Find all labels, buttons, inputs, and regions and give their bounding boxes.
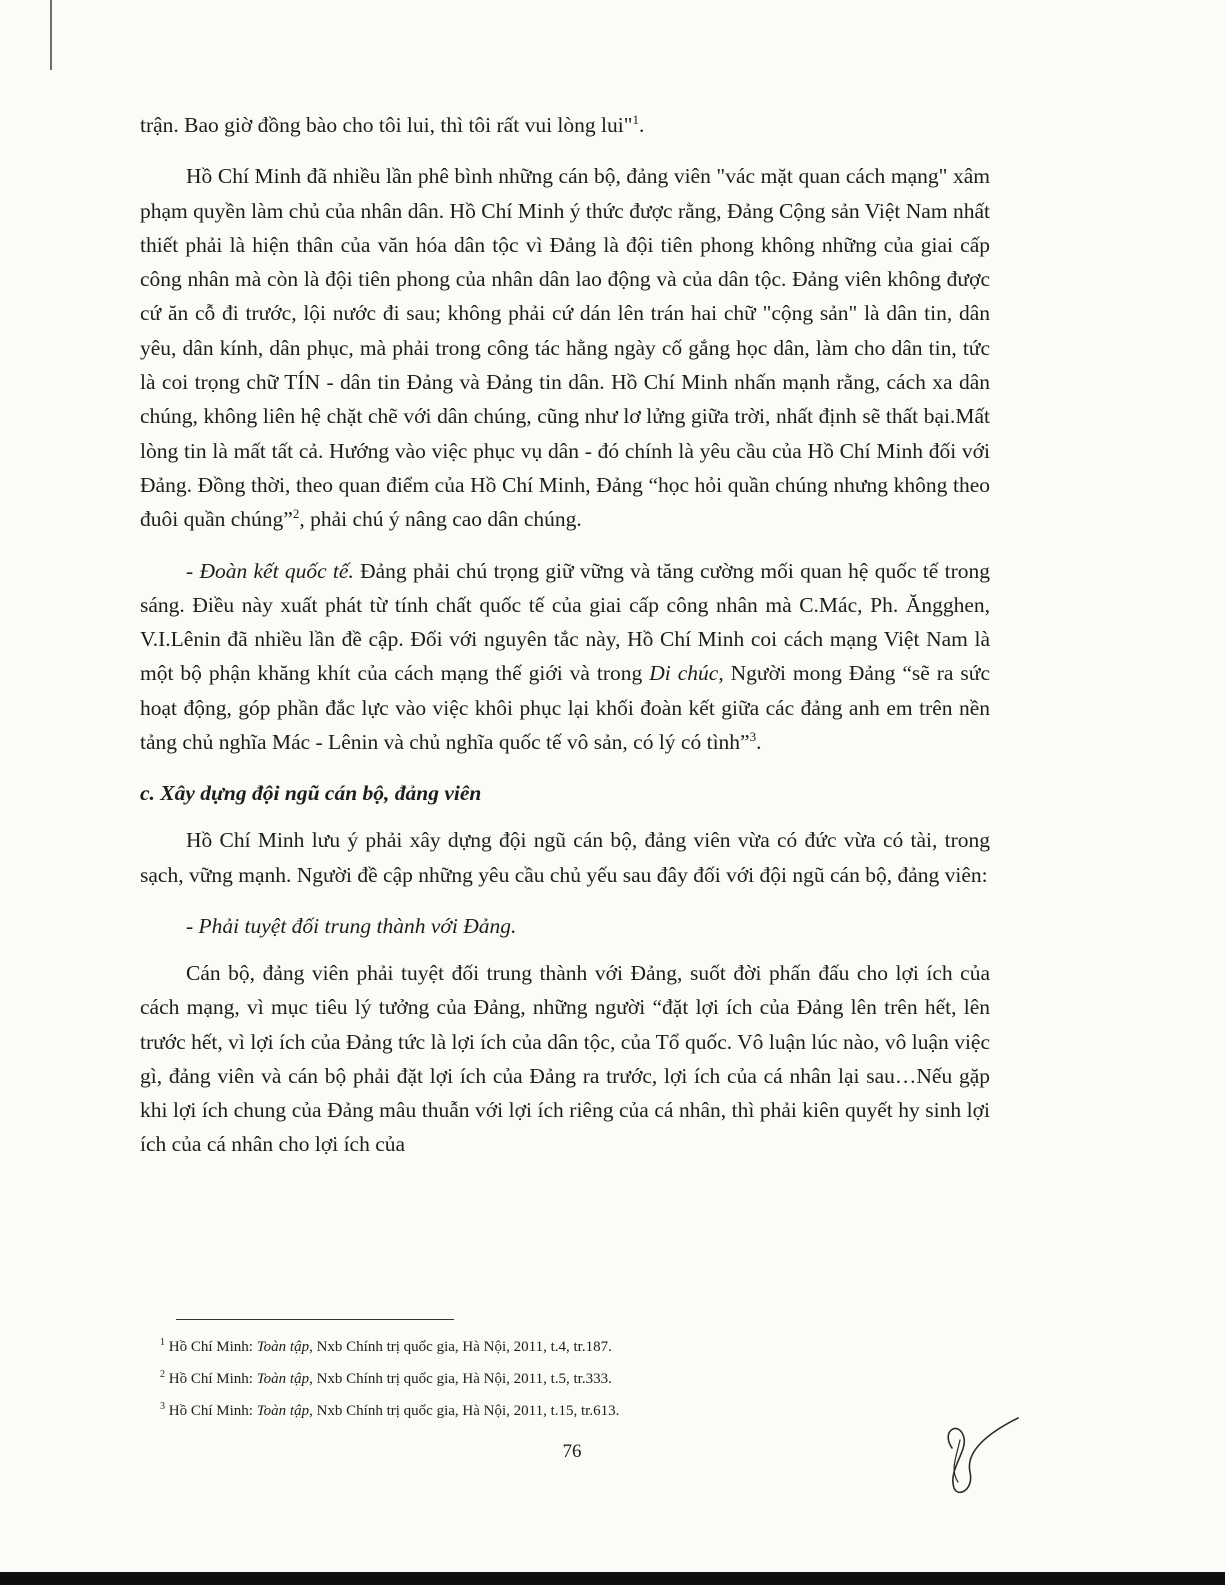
italic-text: Di chúc [649, 661, 719, 686]
footnote: $^3$ Hồ Chí Minh: Toàn tập, Nxb Chính trị quốc gia, Hà Nội, 2011, t.15, tr.613. [160, 1401, 620, 1419]
footnote-number: 1 [160, 1337, 165, 1348]
footnote: $^1$ Hồ Chí Minh: Toàn tập, Nxb Chính trị quốc gia, Hà Nội, 2011, t.4, tr.187. [160, 1337, 612, 1355]
scan-edge-bottom [0, 1572, 1225, 1585]
footnote-book-title: Toàn tập [256, 1403, 310, 1419]
italic-text: - Đoàn kết quốc tế. [186, 558, 354, 583]
footnote-book-title: Toàn tập [256, 1339, 310, 1355]
footnote-divider [176, 1319, 454, 1320]
paragraph-international-solidarity: - Đoàn kết quốc tế. Đảng phải chú trọng giữ vững và tăng cường mối quan hệ quốc tế trong sáng. Điều này xuất phát từ tính chất quốc tế của giai cấp công nhân mà C.Mác, Ph. Ăngghen, V.I.Lênin đã nhiều lần đề cập. Đối với nguyên tắc này, Hồ Chí Minh coi cách mạng Việt Nam là một bộ phận khăng khít của cách mạng thế giới và trong Di chúc, Người mong Đảng “sẽ ra sức hoạt động, góp phần đắc lực vào việc khôi phục lại khối đoàn kết giữa các đảng anh em trên nền tảng chủ nghĩa Mác - Lênin và chủ nghĩa quốc tế vô sản, có lý có tình”$^3$. [140, 558, 990, 755]
footnotes [160, 1337, 980, 1433]
paragraph-party-culture: Hồ Chí Minh đã nhiều lần phê bình những cán bộ, đảng viên "vác mặt quan cách mạng" xâm phạm quyền làm chủ của nhân dân. Hồ Chí Minh ý thức được rằng, Đảng Cộng sản Việt Nam nhất thiết phải là hiện thân của văn hóa dân tộc vì Đảng là đội tiên phong không những của giai cấp công nhân mà còn là đội tiên phong của nhân dân lao động và của dân tộc. Đảng viên không được cứ ăn cỗ đi trước, lội nước đi sau; không phải cứ dán lên trán hai chữ "cộng sản" là dân tin, dân yêu, dân kính, dân phục, mà phải trong công tác hằng ngày cố gắng học dân, làm cho dân tin, tức là coi trọng chữ TÍN - dân tin Đảng và Đảng tin dân. Hồ Chí Minh nhấn mạnh rằng, cách xa dân chúng, không liên hệ chặt chẽ với dân chúng, cũng như lơ lửng giữa trời, nhất định sẽ thất bại.Mất lòng tin là mất tất cả. Hướng vào việc phục vụ dân - đó chính là yêu cầu của Hồ Chí Minh đối với Đảng. Đồng thời, theo quan điểm của Hồ Chí Minh, Đảng “học hỏi quần chúng nhưng không theo đuôi quần chúng”$^2$, phải chú ý nâng cao dân chúng. [140, 164, 990, 532]
footnote-marker: 3 [749, 728, 757, 744]
scan-edge-left [50, 0, 52, 70]
page-number: 76 [562, 1441, 582, 1462]
footnote-book-title: Toàn tập [256, 1371, 310, 1387]
footnote: $^2$ Hồ Chí Minh: Toàn tập, Nxb Chính trị quốc gia, Hà Nội, 2011, t.5, tr.333. [160, 1369, 612, 1387]
subheading-loyalty: - Phải tuyệt đối trung thành với Đảng. [186, 913, 517, 938]
section-heading: c. Xây dựng đội ngũ cán bộ, đảng viên [140, 781, 482, 806]
handwritten-signature [930, 1410, 1020, 1500]
paragraph-loyalty: Cán bộ, đảng viên phải tuyệt đối trung thành với Đảng, suốt đời phấn đấu cho lợi ích của cách mạng, vì mục tiêu lý tưởng của Đảng, những người “đặt lợi ích của Đảng lên trên hết, lên trước hết, vì lợi ích của Đảng tức là lợi ích của dân tộc, của Tổ quốc. Vô luận lúc nào, vô luận việc gì, đảng viên và cán bộ phải đặt lợi ích của Đảng ra trước, lợi ích của cá nhân lại sau…Nếu gặp khi lợi ích chung của Đảng mâu thuẫn với lợi ích riêng của cá nhân, thì phải kiên quyết hy sinh lợi ích của cá nhân cho lợi ích của [140, 960, 990, 1157]
paragraph-cadre-intro: Hồ Chí Minh lưu ý phải xây dựng đội ngũ cán bộ, đảng viên vừa có đức vừa có tài, trong sạch, vững mạnh. Người đề cập những yêu cầu chủ yếu sau đây đối với đội ngũ cán bộ, đảng viên: [140, 828, 990, 887]
page-body [140, 108, 990, 1179]
footnote-marker: 2 [292, 506, 300, 522]
footnote-number: 2 [160, 1369, 165, 1380]
footnote-marker: 1 [632, 111, 639, 127]
footnote-number: 3 [160, 1401, 165, 1412]
paragraph-continuation: trận. Bao giờ đồng bào cho tôi lui, thì tôi rất vui lòng lui"$^1$. [140, 111, 645, 137]
